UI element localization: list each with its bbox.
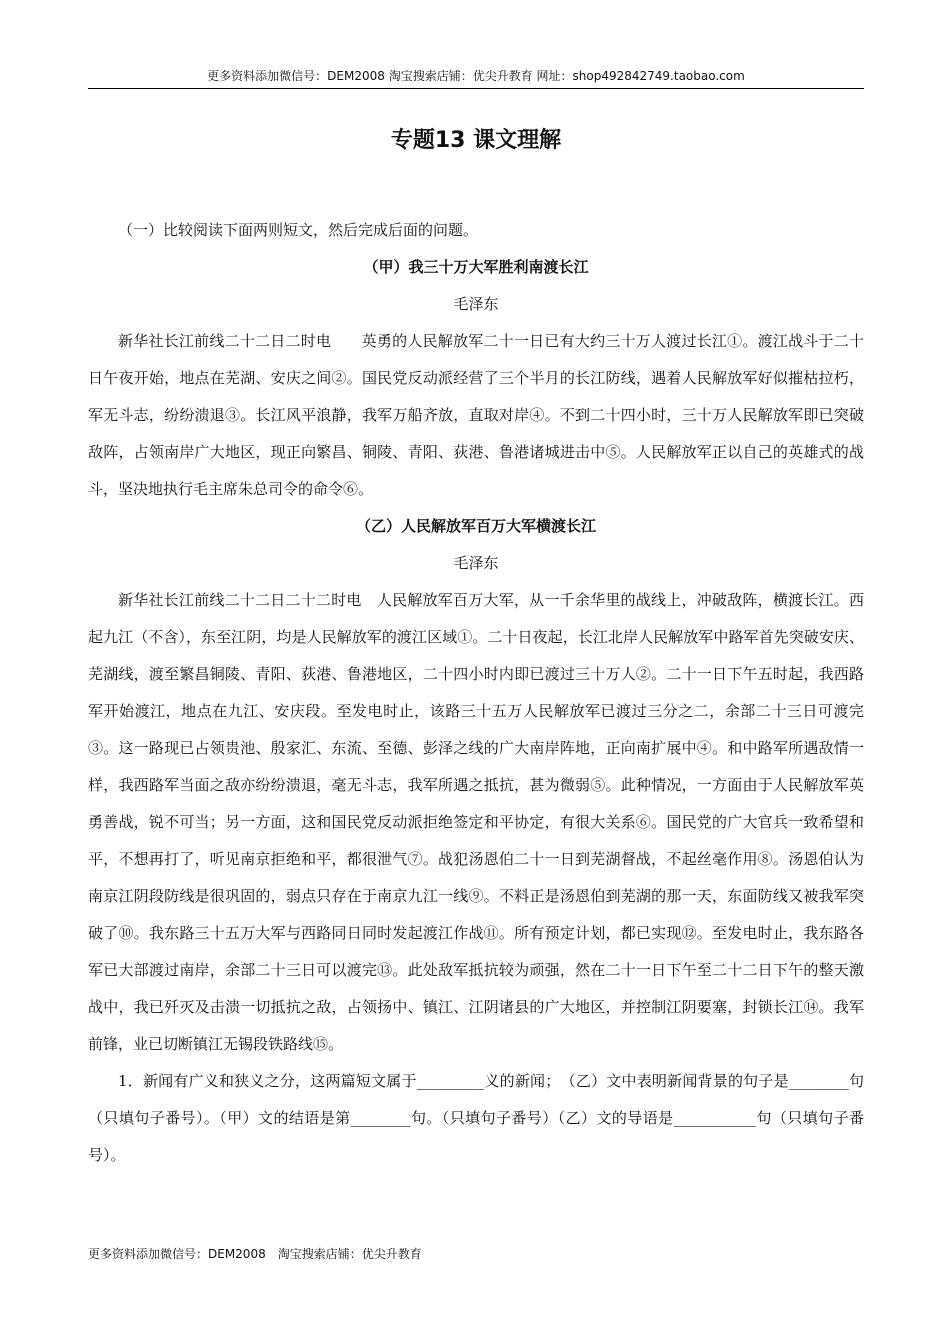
article-a-author: 毛泽东 xyxy=(453,295,499,313)
article-a-title: （甲）我三十万大军胜利南渡长江 xyxy=(363,258,589,276)
article-a-body: 新华社长江前线二十二日二时电 英勇的人民解放军二十一日已有大约三十万人渡过长江①。渡江战斗于二十日午夜开始，地点在芜湖、安庆之间②。国民党反动派经营了三个半月的长江防线，遇着人民解放军好似摧枯拉朽，军无斗志，纷纷溃退③。长江风平浪静，我军万船齐放，直取对岸④。不到二十四小时，三十万人民解放军即已突破敌阵，占领南岸广大地区，现正向繁昌、铜陵、青阳、荻港、鲁港诸城进击中⑤。人民解放军正以自己的英雄式的战斗，坚决地执行毛主席朱总司令的命令⑥。 xyxy=(88,332,864,498)
article-b-author: 毛泽东 xyxy=(453,554,499,572)
article-b-title: （乙）人民解放军百万大军横渡长江 xyxy=(355,517,596,535)
page-footer: 更多资料添加微信号：DEM2008 淘宝搜索店铺：优尖升教育 xyxy=(88,1247,422,1261)
question-1: 1．新闻有广义和狭义之分，这两篇短文属于_________义的新闻； （乙）文中表明新闻背景的句子是________句（只填句子番号）。（甲）文的结语是第________句。（只填句子番号）（乙）文的导语是___________句（只填句子番号）。 xyxy=(88,1072,864,1164)
page-title: 专题13 课文理解 xyxy=(390,128,562,153)
document-body xyxy=(88,212,864,1174)
article-b-body: 新华社长江前线二十二日二十二时电 人民解放军百万大军，从一千余华里的战线上，冲破敌阵，横渡长江。西起九江（不含），东至江阴，均是人民解放军的渡江区域①。二十日夜起，长江北岸人民解放军中路军首先突破安庆、芜湖线，渡至繁昌铜陵、青阳、荻港、鲁港地区，二十四小时内即已渡过三十万人②。二十一日下午五时起，我西路军开始渡江，地点在九江、安庆段。至发电时止，该路三十五万人民解放军已渡过三分之二，余部二十三日可渡完③。这一路现已占领贵池、殷家汇、东流、至德、彭泽之线的广大南岸阵地，正向南扩展中④。和中路军所遇敌情一样，我西路军当面之敌亦纷纷溃退，毫无斗志，我军所遇之抵抗，甚为微弱⑤。此种情况，一方面由于人民解放军英勇善战，锐不可当；另一方面，这和国民党反动派拒绝签定和平协定，有很大关系⑥。国民党的广大官兵一致希望和平，不想再打了，听见南京拒绝和平，都很泄气⑦。战犯汤恩伯二十一日到芜湖督战，不起丝毫作用⑧。汤恩伯认为南京江阴段防线是很巩固的，弱点只存在于南京九江一线⑨。不料正是汤恩伯到芜湖的那一天，东面防线又被我军突破了⑩。我东路三十五万大军与西路同日同时发起渡江作战⑪。所有预定计划，都已实现⑫。至发电时止，我东路各军已大部渡过南岸，余部二十三日可以渡完⑬。此处敌军抵抗较为顽强，然在二十一日下午至二十二日下午的整天激战中，我已歼灭及击溃一切抵抗之敌，占领扬中、镇江、江阴诸县的广大地区，并控制江阴要塞，封锁长江⑭。我军前锋，业已切断镇江无锡段铁路线⑮。 xyxy=(88,591,864,1053)
intro-paragraph: （一）比较阅读下面两则短文，然后完成后面的问题。 xyxy=(118,221,479,239)
page-header: 更多资料添加微信号：DEM2008 淘宝搜索店铺：优尖升教育 网址：shop492842749.taobao.com xyxy=(88,66,864,89)
